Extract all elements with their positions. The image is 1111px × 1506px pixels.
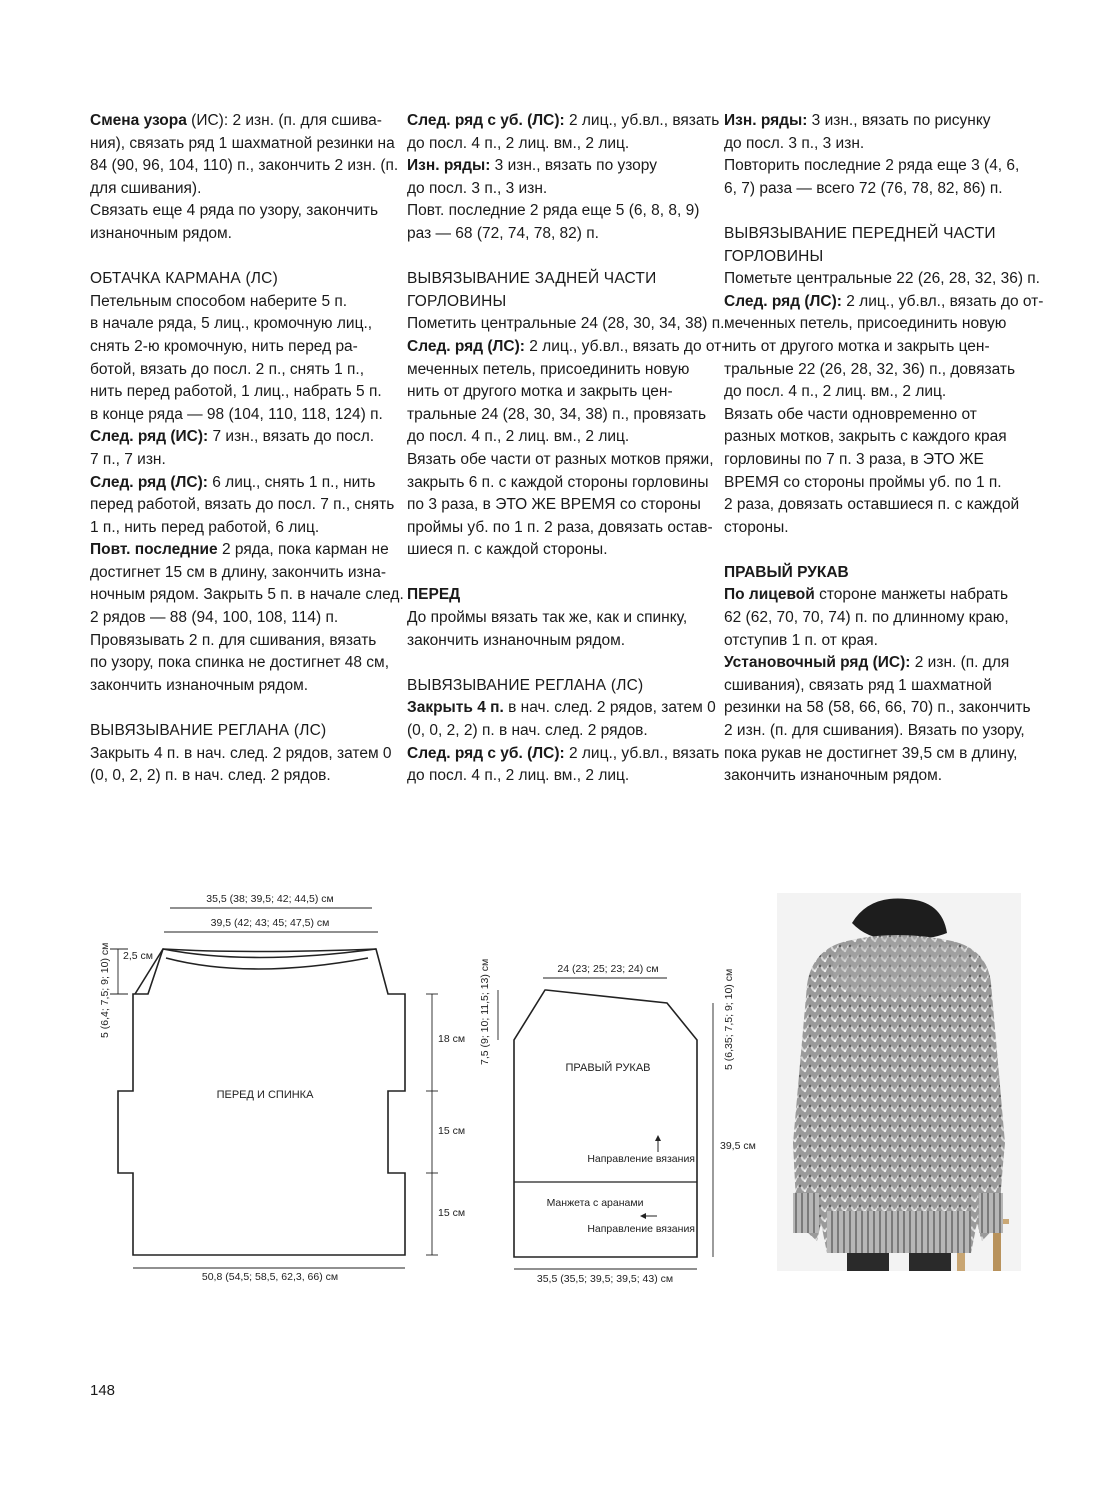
text-line [90,517,390,540]
line-text: по узору, пока спинка не достигнет 48 см, [90,654,389,672]
sleeve-left-height: 7,5 (9; 10; 11,5; 13) см [479,958,491,1065]
text-line [407,155,707,178]
line-text: 3 изн., вязать по рисунку [807,112,991,129]
bold-term: По лицевой [724,586,815,604]
text-line [724,697,1031,720]
bold-term: След. ряд (ИС): [90,428,209,446]
line-text: Закрыть 4 п. в нач. след. 2 рядов, затем 0 [90,744,392,762]
line-text: 84 (90, 96, 104, 110) п., закончить 2 изн. (п. [90,157,399,175]
body-title: ПЕРЕД И СПИНКА [216,1089,314,1101]
line-text: в начале ряда, 5 лиц., кромочную лиц., [90,315,373,333]
text-line [90,584,404,607]
body-raglan-height: 5 (6,4; 7,5; 9; 10) см [99,942,111,1038]
line-text: проймы уб. по 1 п. 2 раза, довязать остав- [407,518,713,536]
text-line [724,313,1024,336]
line-text: 7 п., 7 изн. [90,450,166,468]
text-line [407,697,716,720]
line-text: закрыть 6 п. с каждой стороны горловины [407,473,709,491]
text-line [724,268,1040,291]
text-line [724,178,1024,201]
line-text: 2 лиц., уб.вл., вязать [564,744,720,762]
line-text: До проймы вязать так же, как и спинку, [407,609,688,627]
text-line [407,178,707,201]
line-text: 2 раза, довязать оставшиеся п. с каждой [724,496,1020,514]
bold-term: След. ряд (ЛС): [407,337,525,355]
line-text: в конце ряда — 98 (104, 110, 118, 124) п. [90,405,383,423]
body-diagram [110,908,438,1268]
line-text: (ИС): 2 изн. (п. для сшива- [186,112,382,129]
paragraph-gap [724,200,1024,223]
text-line [90,539,390,562]
section-heading: ГОРЛОВИНЫ [407,292,507,310]
text-line [724,449,1024,472]
text-line [90,675,390,698]
section-heading: ГОРЛОВИНЫ [724,247,824,265]
bold-term: След. ряд с уб. (ЛС): [407,744,565,762]
text-line [90,426,390,449]
line-text: ботой, вязать до посл. 2 п., снять 1 п., [90,360,365,378]
line-text: тральные 22 (26, 28, 32, 36) п., довязать [724,360,1016,378]
line-text: до посл. 3 п., 3 изн. [724,134,865,152]
text-line [407,449,714,472]
text-line [724,426,1024,449]
line-text: снять 2-ю кромочную, нить перед ра- [90,337,358,355]
paragraph-gap [407,652,707,675]
body-top-width-2: 39,5 (42; 43; 45; 47,5) см [210,917,330,929]
text-line [90,291,390,314]
text-line [407,494,707,517]
line-text: до посл. 4 п., 2 лиц. вм., 2 лиц. [407,767,630,785]
sleeve-length: 39,5 см [720,1140,756,1152]
line-text: Петельным способом наберите 5 п. [90,292,348,310]
text-line [724,472,1024,495]
line-text: 6, 7) раза — всего 72 (76, 78, 82, 86) п. [724,179,1003,197]
body-top-width-1: 35,5 (38; 39,5; 42; 44,5) см [206,893,334,905]
text-line [724,381,1024,404]
page-number: 148 [90,1382,116,1399]
text-line [407,200,707,223]
text-line [90,313,390,336]
text-line [90,381,390,404]
line-text: шиеся п. с каждой стороны. [407,541,608,559]
text-line [407,765,707,788]
paragraph-gap [407,246,707,269]
bold-term: След. ряд (ЛС): [90,473,208,491]
body-side-2: 15 см [438,1125,466,1137]
text-line [407,517,713,540]
body-side-1: 18 см [438,1033,466,1045]
text-line [90,404,390,427]
bold-term: Закрыть 4 п. [407,699,504,717]
line-text: Пометить центральные 24 (28, 30, 34, 38) п. [407,315,725,333]
text-line [90,223,390,246]
bold-term: След. ряд с уб. (ЛС): [407,112,565,129]
text-line [90,765,390,788]
text-line [90,652,390,675]
section-heading: ОБТАЧКА КАРМАНА (ЛС) [90,270,278,288]
text-line [724,494,1024,517]
line-text: 2 лиц., уб.вл., вязать до от- [841,292,1044,310]
text-line [407,223,707,246]
line-text: (0, 0, 2, 2) п. в нач. след. 2 рядов. [90,767,331,785]
line-text: до посл. 4 п., 2 лиц. вм., 2 лиц. [407,428,630,446]
sleeve-title: ПРАВЫЙ РУКАВ [565,1062,651,1074]
section-heading: ПРАВЫЙ РУКАВ [724,563,849,581]
text-line [724,675,1024,698]
line-text: по 3 раза, в ЭТО ЖЕ ВРЕМЯ со стороны [407,496,701,514]
text-line [724,155,1024,178]
line-text: 1 п., нить перед работой, 6 лиц. [90,518,320,536]
line-text: стороне манжеты набрать [814,586,1009,604]
text-line [90,494,395,517]
text-line [407,630,707,653]
bold-term: Установочный ряд (ИС): [724,654,911,672]
body-neck-depth: 2,5 см [123,950,153,962]
paragraph-gap [724,539,1024,562]
line-text: 2 лиц., уб.вл., вязать [564,112,720,129]
text-line [724,720,1024,743]
text-line [407,133,707,156]
text-line [407,381,707,404]
line-text: нить от другого мотка и закрыть цен- [724,337,990,355]
sleeve-bottom-width: 35,5 (35,5; 39,5; 39,5; 43) см [536,1273,674,1285]
text-line [407,426,707,449]
text-line [724,630,1024,653]
line-text: достигнет 15 см в длину, закончить изна- [90,563,386,581]
paragraph-gap [90,246,390,269]
text-line [90,562,390,585]
text-line [90,336,390,359]
line-text: пока рукав не достигнет 39,5 см в длину, [724,744,1018,762]
text-line [90,155,399,178]
text-line [407,720,707,743]
line-text: закончить изнаночным рядом. [90,676,309,694]
line-text: до посл. 4 п., 2 лиц. вм., 2 лиц. [407,134,630,152]
sweater-photo [777,893,1021,1271]
line-text: (0, 0, 2, 2) п. в нач. след. 2 рядов. [407,722,648,740]
text-column-2 [407,110,727,788]
line-text: меченных петель, присоединить новую [724,315,1007,333]
schematic-diagrams [90,880,790,1300]
section-heading: ПЕРЕД [407,586,461,604]
text-line [724,404,1024,427]
line-text: Пометьте центральные 22 (26, 28, 32, 36) п. [724,270,1040,288]
line-text: до посл. 3 п., 3 изн. [407,179,548,197]
line-text: для сшивания). [90,179,202,197]
body-bottom-width: 50,8 (54,5; 58,5, 62,3, 66) см [201,1271,339,1283]
line-text: в нач. след. 2 рядов, затем 0 [503,699,716,717]
line-text: 2 изн. (п. для сшивания). Вязать по узору, [724,722,1025,740]
line-text: 3 изн., вязать по узору [490,157,657,175]
line-text: горловины по 7 п. 3 раза, в ЭТО ЖЕ [724,450,984,468]
text-line [90,743,390,766]
text-line [407,743,720,766]
text-line [407,472,707,495]
text-line [724,607,1024,630]
text-line [90,607,390,630]
line-text: до посл. 4 п., 2 лиц. вм., 2 лиц. [724,383,947,401]
line-text: раз — 68 (72, 74, 78, 82) п. [407,224,599,242]
section-heading: ВЫВЯЗЫВАНИЕ РЕГЛАНА (ЛС) [407,676,644,694]
text-line [724,359,1024,382]
text-line [724,652,1024,675]
line-text: Провязывать 2 п. для сшивания, вязать [90,631,377,649]
bold-term: Изн. ряды: [407,157,491,175]
body-side-3: 15 см [438,1207,466,1219]
text-column-3 [724,110,1044,788]
text-line [407,404,707,427]
text-line [724,743,1024,766]
line-text: Вязать обе части одновременно от [724,405,977,423]
sleeve-cuff: Манжета с аранами [546,1197,644,1209]
line-text: 6 лиц., снять 1 п., нить [207,473,376,491]
bold-term: Смена узора [90,112,187,129]
sleeve-top-width: 24 (23; 25; 23; 24) см [557,963,659,975]
line-text: меченных петель, присоединить новую [407,360,690,378]
line-text: ночным рядом. Закрыть 5 п. в начале след. [90,586,404,604]
line-text: 2 лиц., уб.вл., вязать до от- [524,337,727,355]
text-line [724,133,1024,156]
line-text: ВРЕМЯ со стороны проймы уб. по 1 п. [724,473,1002,491]
line-text: нить перед работой, 1 лиц., набрать 5 п. [90,383,382,401]
text-line [407,539,707,562]
text-line [90,472,390,495]
line-text: отступив 1 п. от края. [724,631,878,649]
line-text: Связать еще 4 ряда по узору, закончить [90,202,379,220]
text-line [724,110,1024,133]
text-line [90,200,390,223]
text-line [90,449,390,472]
text-line [724,584,1024,607]
line-text: перед работой, вязать до посл. 7 п., снять [90,496,395,514]
text-line [407,607,707,630]
line-text: 2 рядов — 88 (94, 100, 108, 114) п. [90,609,339,627]
sleeve-direction-2: Направление вязания [587,1223,695,1235]
section-heading: ВЫВЯЗЫВАНИЕ ПЕРЕДНЕЙ ЧАСТИ [724,224,996,242]
line-text: стороны. [724,518,789,536]
text-line [90,359,390,382]
text-line [90,630,390,653]
line-text: 62 (62, 70, 70, 74) п. по длинному краю, [724,609,1009,627]
text-line [90,133,395,156]
text-line [724,336,1024,359]
line-text: сшивания), связать ряд 1 шахматной [724,676,992,694]
text-line [90,178,390,201]
sleeve-right-height: 5 (6,35; 7,5; 9; 10) см [723,968,735,1070]
line-text: закончить изнаночным рядом. [724,767,943,785]
line-text: 2 изн. (п. для [910,654,1010,672]
line-text: Вязать обе части от разных мотков пряжи, [407,450,714,468]
text-line [90,110,390,133]
text-column-1 [90,110,404,788]
line-text: резинки на 58 (58, 66, 66, 70) п., закончить [724,699,1031,717]
line-text: ния), связать ряд 1 шахматной резинки на [90,134,395,152]
text-line [724,517,1024,540]
text-line [407,359,707,382]
line-text: изнаночным рядом. [90,224,232,242]
line-text: нить от другого мотка и закрыть цен- [407,383,673,401]
line-text: тральные 24 (28, 30, 34, 38) п., провязать [407,405,707,423]
section-heading: ВЫВЯЗЫВАНИЕ РЕГЛАНА (ЛС) [90,722,327,740]
line-text: 2 ряда, пока карман не [217,541,389,559]
text-line [724,765,1024,788]
sleeve-direction-1: Направление вязания [587,1153,695,1165]
section-heading: ВЫВЯЗЫВАНИЕ ЗАДНЕЙ ЧАСТИ [407,270,657,288]
paragraph-gap [90,697,390,720]
line-text: Повторить последние 2 ряда еще 3 (4, 6, [724,157,1020,175]
line-text: 7 изн., вязать до посл. [208,428,375,446]
paragraph-gap [407,562,707,585]
bold-term: След. ряд (ЛС): [724,292,842,310]
line-text: разных мотков, закрыть с каждого края [724,428,1007,446]
line-text: Повт. последние 2 ряда еще 5 (6, 8, 8, 9) [407,202,700,220]
text-line [407,110,720,133]
text-line [724,291,1044,314]
text-line [407,336,727,359]
bold-term: Повт. последние [90,541,218,559]
line-text: закончить изнаночным рядом. [407,631,626,649]
bold-term: Изн. ряды: [724,112,808,129]
text-line [407,313,725,336]
